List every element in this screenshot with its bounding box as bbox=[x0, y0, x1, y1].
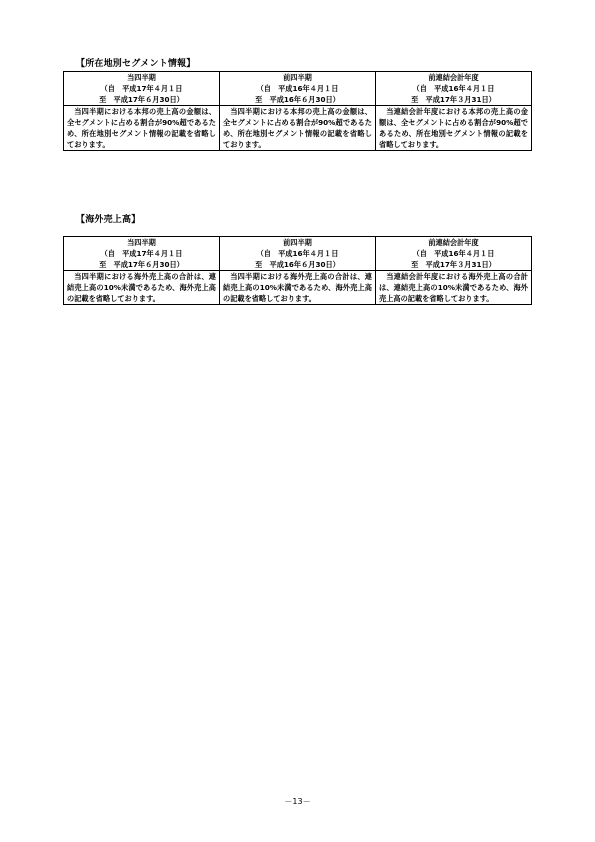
period-label: 当四半期 bbox=[127, 73, 156, 82]
period-to: 至 平成17年６月30日） bbox=[99, 95, 184, 104]
table-header-cell bbox=[376, 72, 532, 106]
table-cell-text: 当四半期における海外売上高の合計は、連結売上高の10%未満であるため、海外売上高の記載を省略しております。 bbox=[64, 271, 220, 305]
period-from: （自 平成17年４月１日 bbox=[100, 249, 183, 258]
period-to: 至 平成17年３月31日） bbox=[411, 95, 496, 104]
table-header-row bbox=[64, 72, 532, 106]
page-number: －13－ bbox=[284, 797, 311, 806]
period-label: 前四半期 bbox=[283, 73, 312, 82]
table-header-cell bbox=[220, 72, 376, 106]
period-label: 前四半期 bbox=[283, 238, 312, 247]
table-header-row bbox=[64, 237, 532, 271]
table-header-cell bbox=[220, 237, 376, 271]
table-cell-text: 当四半期における本邦の売上高の金額は、全セグメントに占める割合が90%超であるため、所在地別セグメント情報の記載を省略しております。 bbox=[64, 106, 220, 151]
table-header-cell bbox=[64, 237, 220, 271]
section-title-segment: 【所在地別セグメント情報】 bbox=[76, 59, 196, 69]
table-row bbox=[64, 271, 532, 305]
segment-table bbox=[63, 71, 532, 151]
table-header-cell bbox=[64, 72, 220, 106]
table-cell-text: 当連結会計年度における海外売上高の合計は、連結売上高の10%未満であるため、海外売上高の記載を省略しております。 bbox=[376, 271, 532, 305]
period-from: （自 平成16年４月１日 bbox=[256, 84, 339, 93]
period-label: 当四半期 bbox=[127, 238, 156, 247]
table-cell-text: 当連結会計年度における本邦の売上高の金額は、全セグメントに占める割合が90%超であるため、所在地別セグメント情報の記載を省略しております。 bbox=[376, 106, 532, 151]
table-row bbox=[64, 106, 532, 151]
period-to: 至 平成17年６月30日） bbox=[99, 260, 184, 269]
period-from: （自 平成16年４月１日 bbox=[256, 249, 339, 258]
period-from: （自 平成16年４月１日 bbox=[412, 84, 495, 93]
section-title-overseas: 【海外売上高】 bbox=[76, 215, 141, 225]
period-label: 前連結会計年度 bbox=[428, 73, 479, 82]
table-cell-text: 当四半期における海外売上高の合計は、連結売上高の10%未満であるため、海外売上高の記載を省略しております。 bbox=[220, 271, 376, 305]
table-cell-text: 当四半期における本邦の売上高の金額は、全セグメントに占める割合が90%超であるため、所在地別セグメント情報の記載を省略しております。 bbox=[220, 106, 376, 151]
period-to: 至 平成16年６月30日） bbox=[255, 95, 340, 104]
period-to: 至 平成17年３月31日） bbox=[411, 260, 496, 269]
period-to: 至 平成16年６月30日） bbox=[255, 260, 340, 269]
table-header-cell bbox=[376, 237, 532, 271]
period-from: （自 平成16年４月１日 bbox=[412, 249, 495, 258]
period-label: 前連結会計年度 bbox=[428, 238, 479, 247]
period-from: （自 平成17年４月１日 bbox=[100, 84, 183, 93]
overseas-sales-table bbox=[63, 236, 532, 305]
